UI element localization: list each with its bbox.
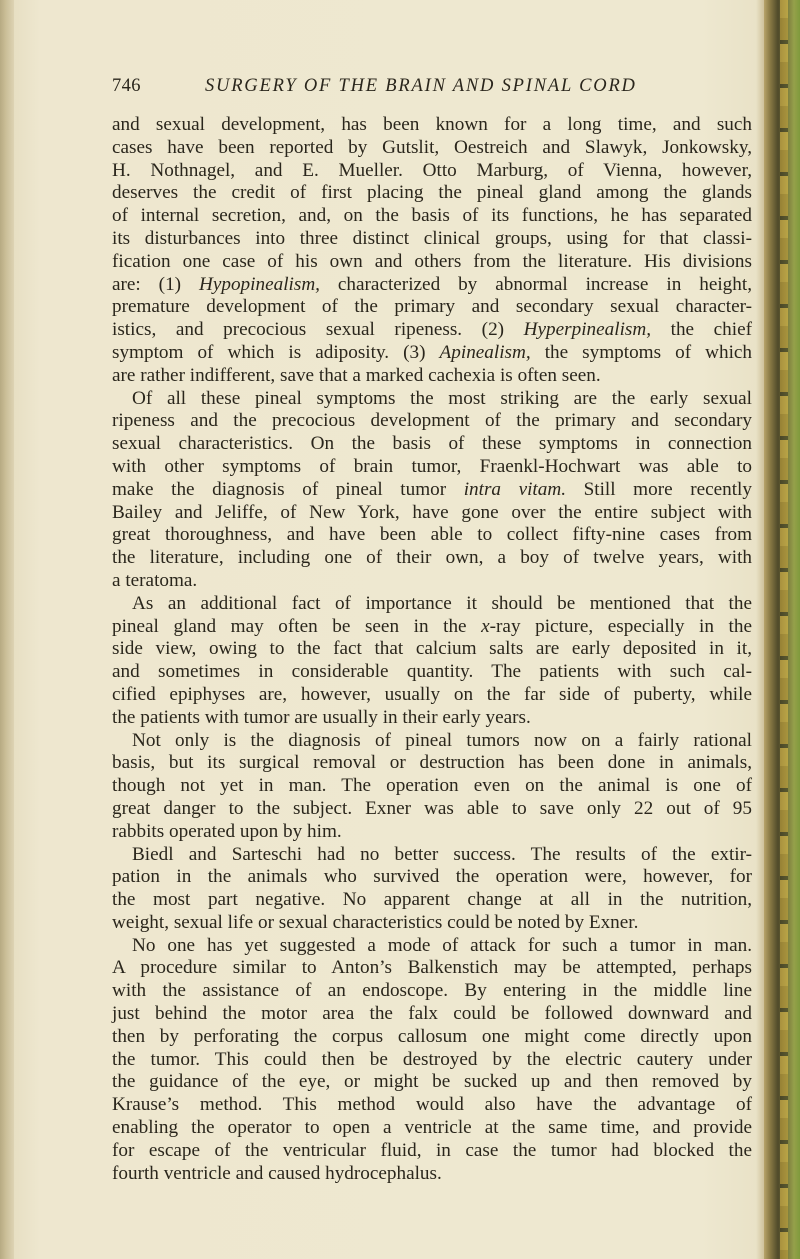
- text-run: with the assistance of an endoscope. By entering in the middle line: [112, 980, 752, 1002]
- text-line: [112, 319, 752, 342]
- text-run: the guidance of the eye, or might be sucked up and then removed by: [112, 1071, 752, 1093]
- text-line: [112, 570, 752, 593]
- text-run: are: (1): [112, 273, 199, 295]
- text-run: though not yet in man. The operation even on the animal is one of: [112, 775, 752, 797]
- text-run: basis, but its surgical removal or destruction has been done in animals,: [112, 752, 752, 774]
- text-line: [112, 388, 752, 411]
- text-line: [112, 502, 752, 525]
- text-line: [112, 1163, 752, 1186]
- text-run: the patients with tumor are usually in their early years.: [112, 706, 531, 728]
- text-run: and sometimes in considerable quantity. The patients with such cal-: [112, 661, 752, 683]
- text-line: [112, 752, 752, 775]
- text-run: side view, owing to the fact that calcium salts are early deposited in it,: [112, 638, 752, 660]
- italic-term: x: [481, 615, 490, 637]
- text-run: the symptoms of which: [530, 341, 753, 363]
- text-run: enabling the operator to open a ventricle at the same time, and provide: [112, 1117, 752, 1139]
- text-run: ripeness and the precocious development of the primary and secondary: [112, 410, 752, 432]
- text-run: great danger to the subject. Exner was able to save only 22 out of 95: [112, 797, 752, 819]
- text-run: Krause’s method. This method would also have the advantage of: [112, 1094, 752, 1116]
- text-run: premature development of the primary and secondary sexual character-: [112, 296, 752, 318]
- text-run: Of all these pineal symptoms the most striking are the early sexual: [132, 387, 752, 409]
- text-run: characterized by abnormal increase in height,: [319, 273, 752, 295]
- text-run: weight, sexual life or sexual characteristics could be noted by Exner.: [112, 911, 639, 933]
- text-line: [112, 479, 752, 502]
- text-run: sexual characteristics. On the basis of these symptoms in connection: [112, 433, 752, 455]
- text-run: Still more recently: [566, 478, 752, 500]
- text-run: fourth ventricle and caused hydrocephalus.: [112, 1162, 442, 1184]
- page-gutter-shadow: [0, 0, 14, 1259]
- text-line: [112, 1071, 752, 1094]
- text-run: As an additional fact of importance it should be mentioned that the: [132, 592, 752, 614]
- text-line: [112, 1140, 752, 1163]
- text-run: the literature, including one of their own, a boy of twelve years, with: [112, 547, 752, 569]
- text-run: Not only is the diagnosis of pineal tumors now on a fairly rational: [132, 729, 752, 751]
- text-run: for escape of the ventricular fluid, in case the tumor had blocked the: [112, 1139, 752, 1161]
- book-spine-edge: [764, 0, 800, 1259]
- text-line: [112, 707, 752, 730]
- text-line: [112, 866, 752, 889]
- text-run: of internal secretion, and, on the basis of its functions, he has separated: [112, 205, 752, 227]
- text-line: [112, 684, 752, 707]
- text-line: [112, 274, 752, 297]
- text-line: [112, 1049, 752, 1072]
- text-run: istics, and precocious sexual ripeness. (2): [112, 319, 524, 341]
- text-run: with other symptoms of brain tumor, Fraenkl-Hochwart was able to: [112, 455, 752, 477]
- text-line: [112, 775, 752, 798]
- text-line: [112, 456, 752, 479]
- text-line: [112, 296, 752, 319]
- text-run: and sexual development, has been known for a long time, and such: [112, 114, 752, 135]
- text-run: pineal gland may often be seen in the: [112, 615, 482, 637]
- text-line: [112, 730, 752, 753]
- text-run: -ray picture, especially in the: [489, 615, 752, 637]
- text-line: [112, 1094, 752, 1117]
- text-line: [112, 160, 752, 183]
- text-line: [112, 182, 752, 205]
- text-run: fication one case of his own and others from the literature. His divisions: [112, 250, 752, 272]
- text-line: [112, 661, 752, 684]
- page-header: [112, 76, 722, 102]
- text-line: [112, 342, 752, 365]
- text-line: [112, 616, 752, 639]
- text-line: [112, 410, 752, 433]
- running-title: SURGERY OF THE BRAIN AND SPINAL CORD: [205, 76, 637, 96]
- text-line: [112, 912, 752, 935]
- text-line: [112, 547, 752, 570]
- text-run: A procedure similar to Anton’s Balkenstich may be attempted, perhaps: [112, 957, 752, 979]
- text-line: [112, 844, 752, 867]
- text-line: [112, 524, 752, 547]
- text-line: [112, 251, 752, 274]
- text-line: [112, 1003, 752, 1026]
- text-run: No one has yet suggested a mode of attack for such a tumor in man.: [132, 934, 752, 956]
- text-run: rabbits operated upon by him.: [112, 820, 342, 842]
- text-line: [112, 821, 752, 844]
- text-run: are rather indifferent, save that a marked cachexia is often seen.: [112, 364, 601, 386]
- text-run: make the diagnosis of pineal tumor: [112, 478, 464, 500]
- text-run: Biedl and Sarteschi had no better success. The results of the extir-: [132, 843, 752, 865]
- text-run: the tumor. This could then be destroyed by the electric cautery under: [112, 1048, 752, 1070]
- text-run: great thoroughness, and have been able to collect fifty-nine cases from: [112, 524, 752, 546]
- text-run: pation in the animals who survived the operation were, however, for: [112, 866, 752, 888]
- text-run: a teratoma.: [112, 569, 198, 591]
- text-run: the chief: [651, 319, 752, 341]
- italic-term: intra vitam.: [463, 478, 567, 500]
- text-line: [112, 638, 752, 661]
- text-line: [112, 980, 752, 1003]
- text-line: [112, 228, 752, 251]
- text-run: the most part negative. No apparent change at all in the nutrition,: [112, 889, 752, 911]
- text-run: just behind the motor area the falx could be followed downward and: [112, 1003, 752, 1025]
- text-run: cified epiphyses are, however, usually on the far side of puberty, while: [112, 683, 752, 705]
- text-line: [112, 957, 752, 980]
- italic-term: Apinealism,: [439, 341, 531, 363]
- text-line: [112, 935, 752, 958]
- text-line: [112, 889, 752, 912]
- text-run: Bailey and Jeliffe, of New York, have gone over the entire subject with: [112, 501, 752, 523]
- text-line: [112, 593, 752, 616]
- text-run: cases have been reported by Gutslit, Oestreich and Slawyk, Jonkowsky,: [112, 136, 752, 158]
- text-run: symptom of which is adiposity. (3): [112, 341, 440, 363]
- text-line: [112, 114, 752, 137]
- text-line: [112, 433, 752, 456]
- text-line: [112, 798, 752, 821]
- text-line: [112, 205, 752, 228]
- text-line: [112, 1026, 752, 1049]
- text-line: [112, 137, 752, 160]
- text-run: deserves the credit of first placing the pineal gland among the glands: [112, 182, 752, 204]
- body-text: [112, 114, 752, 1185]
- text-run: then by perforating the corpus callosum one might come directly upon: [112, 1025, 752, 1047]
- italic-term: Hypopinealism,: [199, 273, 320, 295]
- italic-term: Hyperpinealism,: [523, 319, 652, 341]
- text-run: its disturbances into three distinct clinical groups, using for that classi-: [112, 227, 752, 249]
- text-run: H. Nothnagel, and E. Mueller. Otto Marburg, of Vienna, however,: [112, 159, 752, 181]
- text-line: [112, 365, 752, 388]
- page-number: 746: [112, 76, 141, 96]
- text-line: [112, 1117, 752, 1140]
